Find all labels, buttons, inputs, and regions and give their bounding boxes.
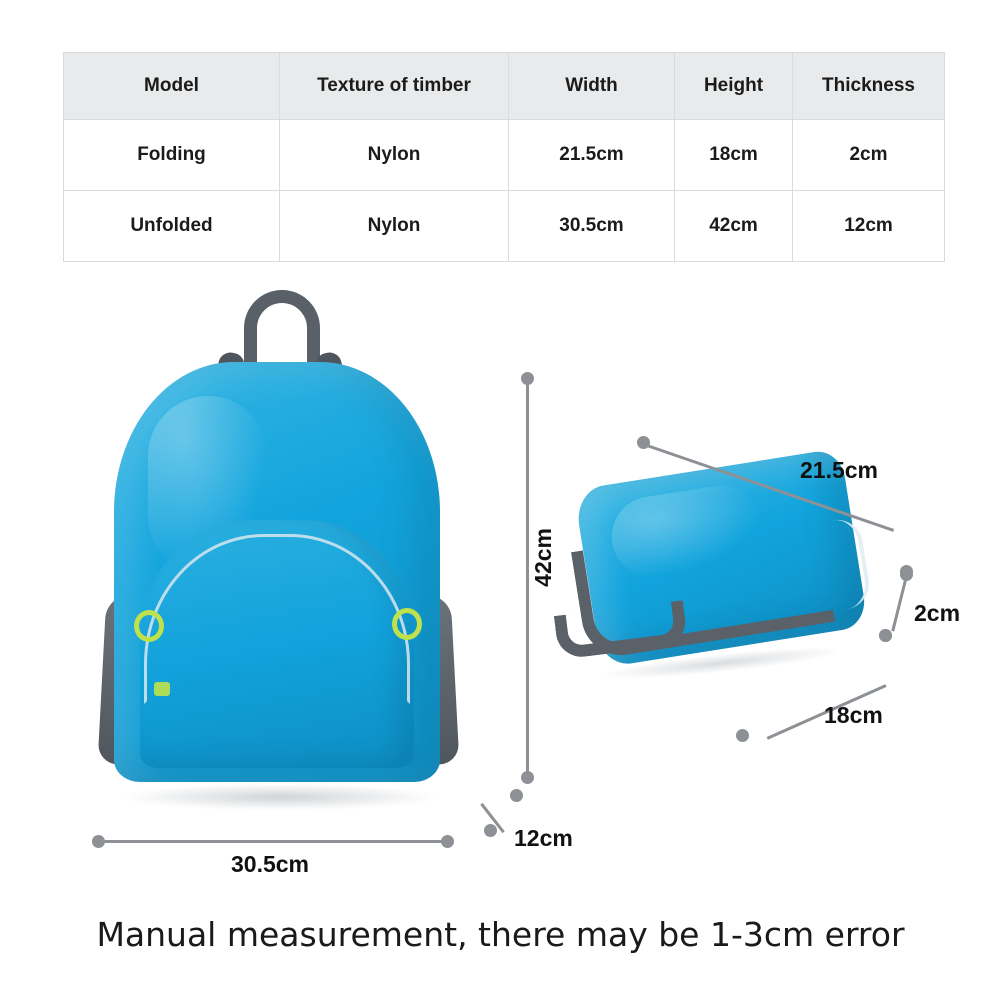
table-header-model: Model <box>64 53 280 120</box>
marker-dot-folded-height-start <box>879 629 892 642</box>
manual-measurement-note: Manual measurement, there may be 1-3cm error <box>96 915 905 954</box>
dimension-label-folded-thickness: 2cm <box>914 600 961 626</box>
table-row <box>64 191 945 262</box>
cell-thickness-unfolded: 12cm <box>793 191 945 262</box>
zipper-pull-left-icon <box>134 610 164 642</box>
cell-texture-unfolded: Nylon <box>280 191 509 262</box>
cell-height-folding: 18cm <box>675 120 793 191</box>
table-header-height: Height <box>675 53 793 120</box>
folded-pouch-image <box>548 458 878 708</box>
dimension-label-unfolded-height: 42cm <box>530 528 556 587</box>
cell-width-folding: 21.5cm <box>509 120 675 191</box>
spec-table <box>63 52 945 262</box>
cell-model-folding: Folding <box>64 120 280 191</box>
unfolded-backpack-image <box>92 290 462 810</box>
cell-height-unfolded: 42cm <box>675 191 793 262</box>
table-header-row <box>64 53 945 120</box>
dimension-line-width <box>99 840 444 843</box>
dimension-label-folded-width: 21.5cm <box>800 457 879 483</box>
cell-texture-folding: Nylon <box>280 120 509 191</box>
table-header-thickness: Thickness <box>793 53 945 120</box>
table-header-width: Width <box>509 53 675 120</box>
marker-dot-thickness-start <box>484 824 497 837</box>
cell-model-unfolded: Unfolded <box>64 191 280 262</box>
marker-dot-thickness-end <box>510 789 523 802</box>
cell-thickness-folding: 2cm <box>793 120 945 191</box>
table-row <box>64 120 945 191</box>
dimension-label-folded-height: 18cm <box>824 702 883 728</box>
dimension-line-height <box>526 379 529 775</box>
brand-tag <box>154 682 170 696</box>
zipper-pull-right-icon <box>392 608 422 640</box>
dimension-label-unfolded-thickness: 12cm <box>514 825 573 851</box>
backpack-shadow <box>120 784 440 810</box>
cell-width-unfolded: 30.5cm <box>509 191 675 262</box>
dimension-line-folded-thickness <box>891 576 907 631</box>
table-header-texture: Texture of timber <box>280 53 509 120</box>
marker-dot-folded-height-end <box>736 729 749 742</box>
dimension-label-unfolded-width: 30.5cm <box>231 851 310 877</box>
